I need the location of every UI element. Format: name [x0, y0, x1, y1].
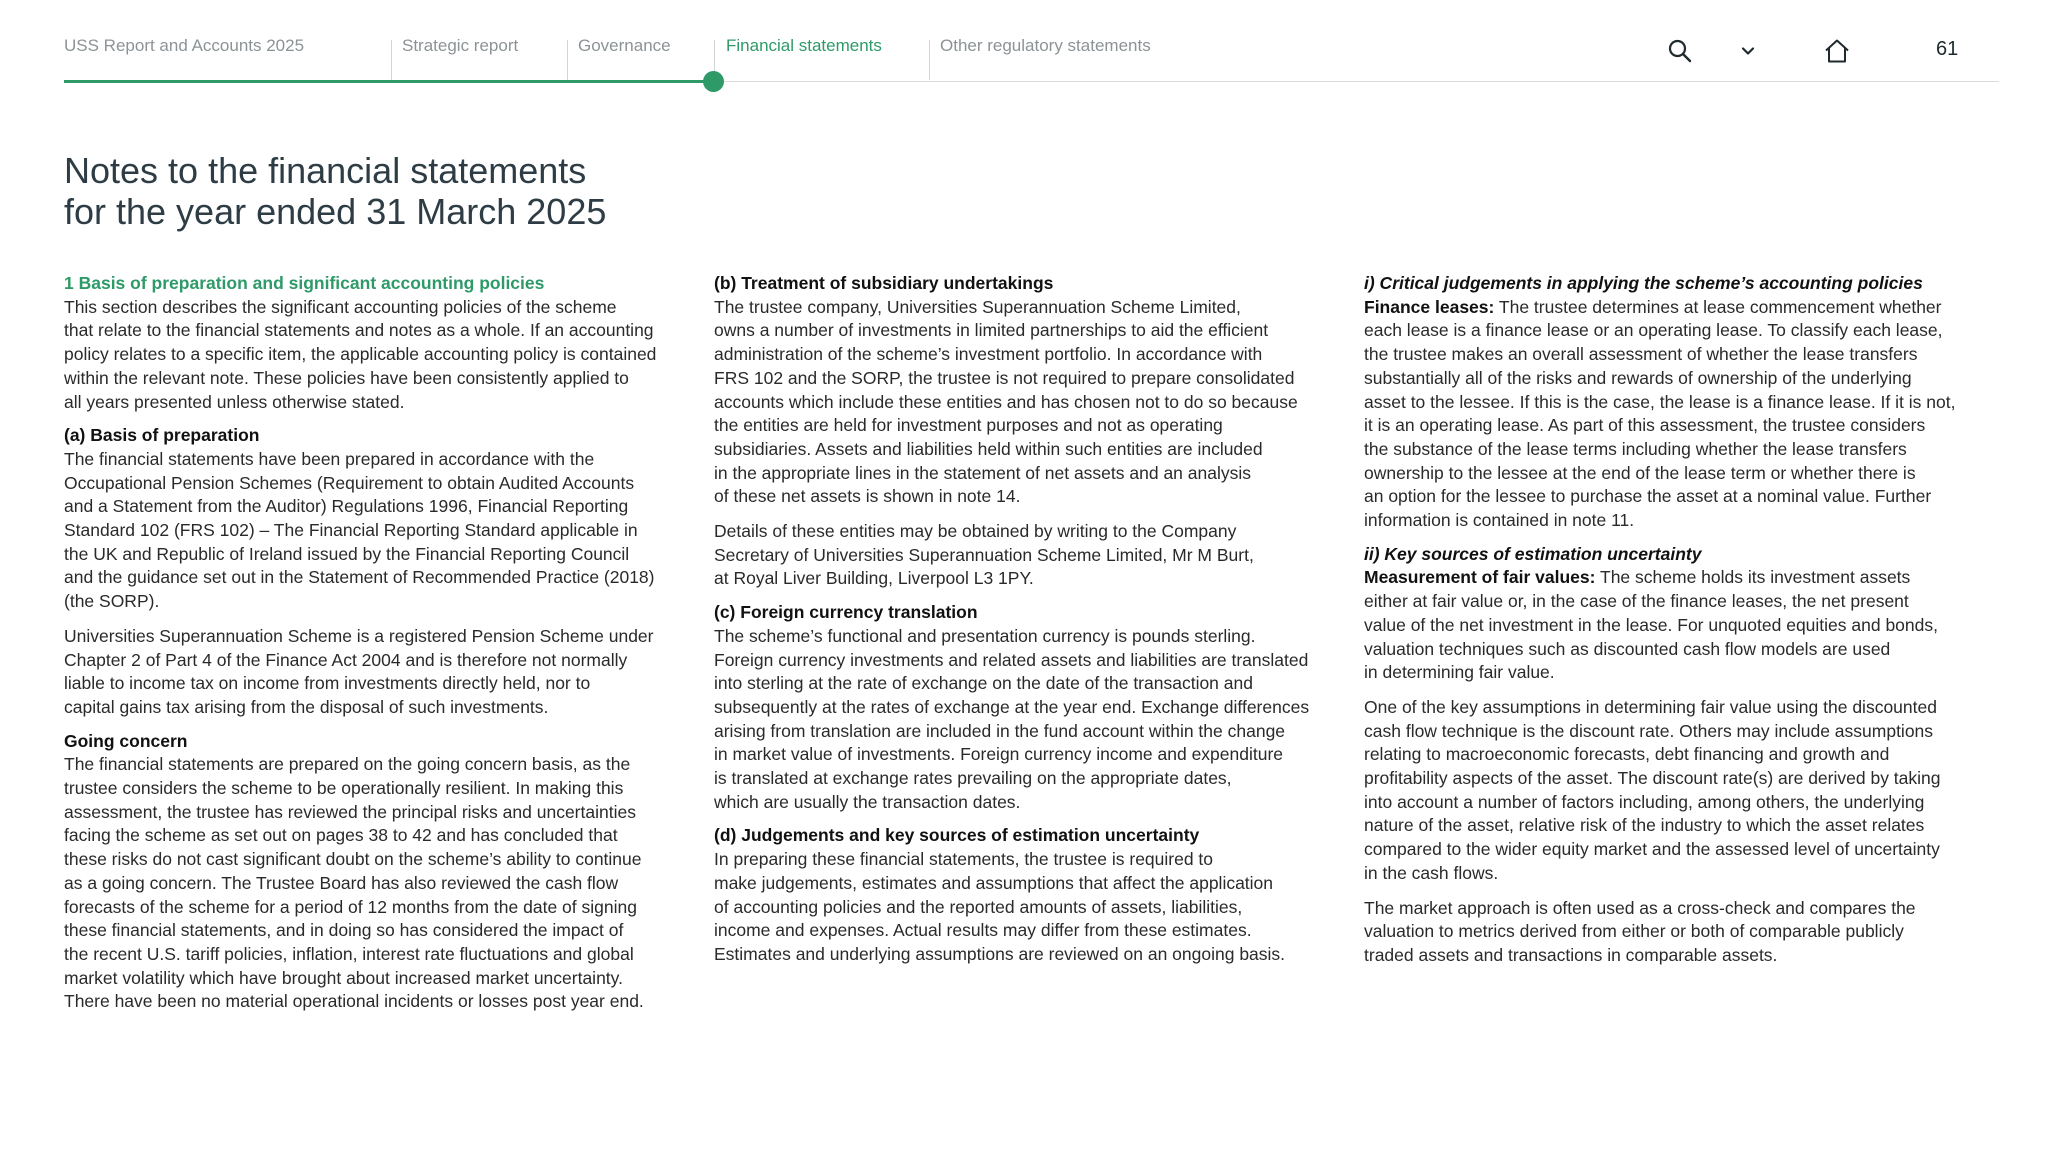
- text-line: these risks do not cast significant doubt on the scheme’s ability to continue: [64, 849, 642, 870]
- nav-tab-other-regulatory-statements[interactable]: Other regulatory statements: [940, 36, 1151, 55]
- text-line: all years presented unless otherwise stated.: [64, 391, 405, 412]
- text-line: the UK and Republic of Ireland issued by the Financial Reporting Council: [64, 543, 630, 564]
- nav-divider: [929, 40, 930, 80]
- lead-fair-values: Measurement of fair values:: [1364, 567, 1596, 588]
- paragraph: [64, 448, 704, 614]
- text-line: The financial statements are prepared on the going concern basis, as the: [64, 754, 631, 775]
- text-line: assessment, the trustee has reviewed the principal risks and uncertainties: [64, 801, 636, 822]
- text-line: asset to the lessee. If this is the case, the lease is a finance lease. If it is not,: [1364, 391, 1956, 412]
- text-line: the substance of the lease terms including whether the lease transfers: [1364, 438, 1907, 459]
- subheading-estimation-uncertainty: ii) Key sources of estimation uncertainty: [1364, 543, 1702, 564]
- text-line: within the relevant note. These policies have been consistently applied to: [64, 367, 629, 388]
- text-line: in determining fair value.: [1364, 662, 1555, 683]
- text-line: the recent U.S. tariff policies, inflation, interest rate fluctuations and global: [64, 943, 634, 964]
- menu-dropdown-button[interactable]: [1733, 36, 1763, 66]
- paragraph: [714, 625, 1354, 815]
- text-line: it is an operating lease. As part of this assessment, the trustee considers: [1364, 415, 1926, 436]
- text-run: The trustee determines at lease commencement whether: [1494, 296, 1942, 317]
- text-line: nature of the asset, relative risk of the industry to which the asset relates: [1364, 815, 1925, 836]
- paragraph: [714, 296, 1354, 509]
- text-line: [1364, 296, 1994, 320]
- nav-tab-financial-statements[interactable]: Financial statements: [726, 36, 882, 55]
- nav-progress-bar: [64, 80, 714, 83]
- text-line: and the guidance set out in the Statement of Recommended Practice (2018): [64, 567, 655, 588]
- column-1: [64, 272, 704, 1014]
- text-line: information is contained in note 11.: [1364, 510, 1635, 531]
- text-line: in market value of investments. Foreign currency income and expenditure: [714, 744, 1284, 765]
- text-line: each lease is a finance lease or an operating lease. To classify each lease,: [1364, 320, 1943, 341]
- text-line: Chapter 2 of Part 4 of the Finance Act 2004 and is therefore not normally: [64, 649, 628, 670]
- subheading-basis-of-preparation: (a) Basis of preparation: [64, 425, 260, 446]
- text-line: substantially all of the risks and rewards of ownership of the underlying: [1364, 367, 1912, 388]
- nav-divider: [391, 40, 392, 80]
- subheading-going-concern: Going concern: [64, 730, 188, 751]
- paragraph: [714, 520, 1354, 591]
- text-line: The financial statements have been prepared in accordance with the: [64, 448, 595, 469]
- text-line: into sterling at the rate of exchange on the date of the transaction and: [714, 673, 1253, 694]
- text-line: of accounting policies and the reported amounts of assets, liabilities,: [714, 896, 1243, 917]
- text-line: which are usually the transaction dates.: [714, 791, 1021, 812]
- paragraph: [64, 625, 704, 720]
- text-line: these financial statements, and in doing so has considered the impact of: [64, 920, 624, 941]
- text-line: policy relates to a specific item, the applicable accounting policy is contained: [64, 344, 657, 365]
- paragraph: [714, 848, 1354, 967]
- home-icon: [1823, 37, 1851, 65]
- text-line: owns a number of investments in limited partnerships to aid the efficient: [714, 320, 1269, 341]
- subheading-foreign-currency: (c) Foreign currency translation: [714, 602, 978, 623]
- text-line: (the SORP).: [64, 591, 160, 612]
- top-navigation: [0, 0, 2048, 90]
- text-line: compared to the wider equity market and the assessed level of uncertainty: [1364, 839, 1940, 860]
- paragraph: [1364, 897, 1994, 968]
- text-line: Foreign currency investments and related assets and liabilities are translated: [714, 649, 1309, 670]
- page-title: [64, 150, 606, 232]
- text-line: make judgements, estimates and assumptions that affect the application: [714, 872, 1274, 893]
- text-line: the trustee makes an overall assessment of whether the lease transfers: [1364, 344, 1918, 365]
- text-line: facing the scheme as set out on pages 38 to 42 and has concluded that: [64, 825, 618, 846]
- text-line: valuation to metrics derived from either or both of comparable publicly: [1364, 921, 1904, 942]
- text-line: The scheme’s functional and presentation currency is pounds sterling.: [714, 625, 1256, 646]
- text-line: value of the net investment in the lease. For unquoted equities and bonds,: [1364, 614, 1938, 635]
- lead-finance-leases: Finance leases:: [1364, 296, 1495, 317]
- intro-paragraph: [64, 296, 704, 415]
- text-line: trustee considers the scheme to be operationally resilient. In making this: [64, 778, 624, 799]
- text-line: in the appropriate lines in the statement of net assets and an analysis: [714, 462, 1251, 483]
- text-line: Occupational Pension Schemes (Requirement to obtain Audited Accounts: [64, 472, 635, 493]
- nav-divider: [567, 40, 568, 80]
- text-line: Secretary of Universities Superannuation Scheme Limited, Mr M Burt,: [714, 544, 1254, 565]
- text-line: forecasts of the scheme for a period of 12 months from the date of signing: [64, 896, 637, 917]
- text-line: The trustee company, Universities Superannuation Scheme Limited,: [714, 296, 1241, 317]
- nav-tab-governance[interactable]: Governance: [578, 36, 671, 55]
- paragraph: [1364, 696, 1994, 886]
- paragraph: [64, 753, 704, 1014]
- text-line: of these net assets is shown in note 14.: [714, 486, 1021, 507]
- text-line: profitability aspects of the asset. The discount rate(s) are derived by taking: [1364, 768, 1941, 789]
- text-line: ownership to the lessee at the end of the lease term or whether there is: [1364, 462, 1916, 483]
- text-line: into account a number of factors including, among others, the underlying: [1364, 791, 1925, 812]
- text-line: Estimates and underlying assumptions are reviewed on an ongoing basis.: [714, 943, 1286, 964]
- text-line: subsidiaries. Assets and liabilities held within such entities are included: [714, 438, 1263, 459]
- text-line: One of the key assumptions in determining fair value using the discounted: [1364, 696, 1937, 717]
- text-line: Universities Superannuation Scheme is a registered Pension Scheme under: [64, 625, 654, 646]
- text-line: liable to income tax on income from investments directly held, nor to: [64, 673, 591, 694]
- text-line: market volatility which have brought about increased market uncertainty.: [64, 967, 623, 988]
- paragraph: [1364, 296, 1994, 533]
- subheading-critical-judgements: i) Critical judgements in applying the scheme’s accounting policies: [1364, 273, 1923, 293]
- text-line: subsequently at the rates of exchange at the year end. Exchange differences: [714, 696, 1310, 717]
- home-button[interactable]: [1822, 36, 1852, 66]
- chevron-down-icon: [1739, 42, 1757, 60]
- text-line: either at fair value or, in the case of the finance leases, the net present: [1364, 591, 1909, 612]
- search-icon: [1667, 38, 1693, 64]
- text-line: cash flow technique is the discount rate. Others may include assumptions: [1364, 720, 1934, 741]
- text-line: capital gains tax arising from the disposal of such investments.: [64, 696, 549, 717]
- text-line: and a Statement from the Auditor) Regulations 1996, Financial Reporting: [64, 496, 629, 517]
- text-line: There have been no material operational incidents or losses post year end.: [64, 991, 644, 1012]
- text-line: income and expenses. Actual results may differ from these estimates.: [714, 920, 1252, 941]
- text-line: This section describes the significant accounting policies of the scheme: [64, 296, 617, 317]
- paragraph: [1364, 566, 1994, 685]
- text-line: [1364, 566, 1994, 590]
- column-3: [1364, 272, 1994, 968]
- search-button[interactable]: [1665, 36, 1695, 66]
- page-title-line: for the year ended 31 March 2025: [64, 191, 607, 232]
- section-heading-basis: 1 Basis of preparation and significant accounting policies: [64, 273, 545, 293]
- text-line: accounts which include these entities and has chosen not to do so because: [714, 391, 1298, 412]
- text-line: the entities are held for investment purposes and not as operating: [714, 415, 1223, 436]
- nav-report-title[interactable]: USS Report and Accounts 2025: [64, 36, 305, 55]
- text-line: traded assets and transactions in comparable assets.: [1364, 944, 1778, 965]
- column-2: [714, 272, 1354, 967]
- text-line: relating to macroeconomic forecasts, debt financing and growth and: [1364, 744, 1890, 765]
- text-line: at Royal Liver Building, Liverpool L3 1PY.: [714, 568, 1034, 589]
- text-line: in the cash flows.: [1364, 862, 1499, 883]
- text-line: Details of these entities may be obtained by writing to the Company: [714, 521, 1237, 542]
- nav-tab-strategic-report[interactable]: Strategic report: [402, 36, 519, 55]
- text-line: administration of the scheme’s investment portfolio. In accordance with: [714, 344, 1263, 365]
- page-number: 61: [1936, 38, 1959, 60]
- text-line: an option for the lessee to purchase the asset at a nominal value. Further: [1364, 486, 1932, 507]
- text-line: The market approach is often used as a cross-check and compares the: [1364, 897, 1916, 918]
- text-line: that relate to the financial statements and notes as a whole. If an accounting: [64, 320, 654, 341]
- text-line: arising from translation are included in the fund account within the change: [714, 720, 1286, 741]
- text-line: valuation techniques such as discounted cash flow models are used: [1364, 638, 1891, 659]
- text-line: is translated at exchange rates prevailing on the appropriate dates,: [714, 768, 1232, 789]
- text-run: The scheme holds its investment assets: [1595, 567, 1911, 588]
- page-title-line: Notes to the financial statements: [64, 150, 587, 191]
- nav-progress-marker: [703, 71, 724, 92]
- subheading-subsidiary-undertakings: (b) Treatment of subsidiary undertakings: [714, 273, 1054, 293]
- text-line: In preparing these financial statements, the trustee is required to: [714, 849, 1214, 870]
- text-line: Standard 102 (FRS 102) – The Financial Reporting Standard applicable in: [64, 520, 638, 541]
- subheading-judgements: (d) Judgements and key sources of estimation uncertainty: [714, 825, 1200, 846]
- text-line: as a going concern. The Trustee Board has also reviewed the cash flow: [64, 872, 619, 893]
- text-line: FRS 102 and the SORP, the trustee is not required to prepare consolidated: [714, 367, 1295, 388]
